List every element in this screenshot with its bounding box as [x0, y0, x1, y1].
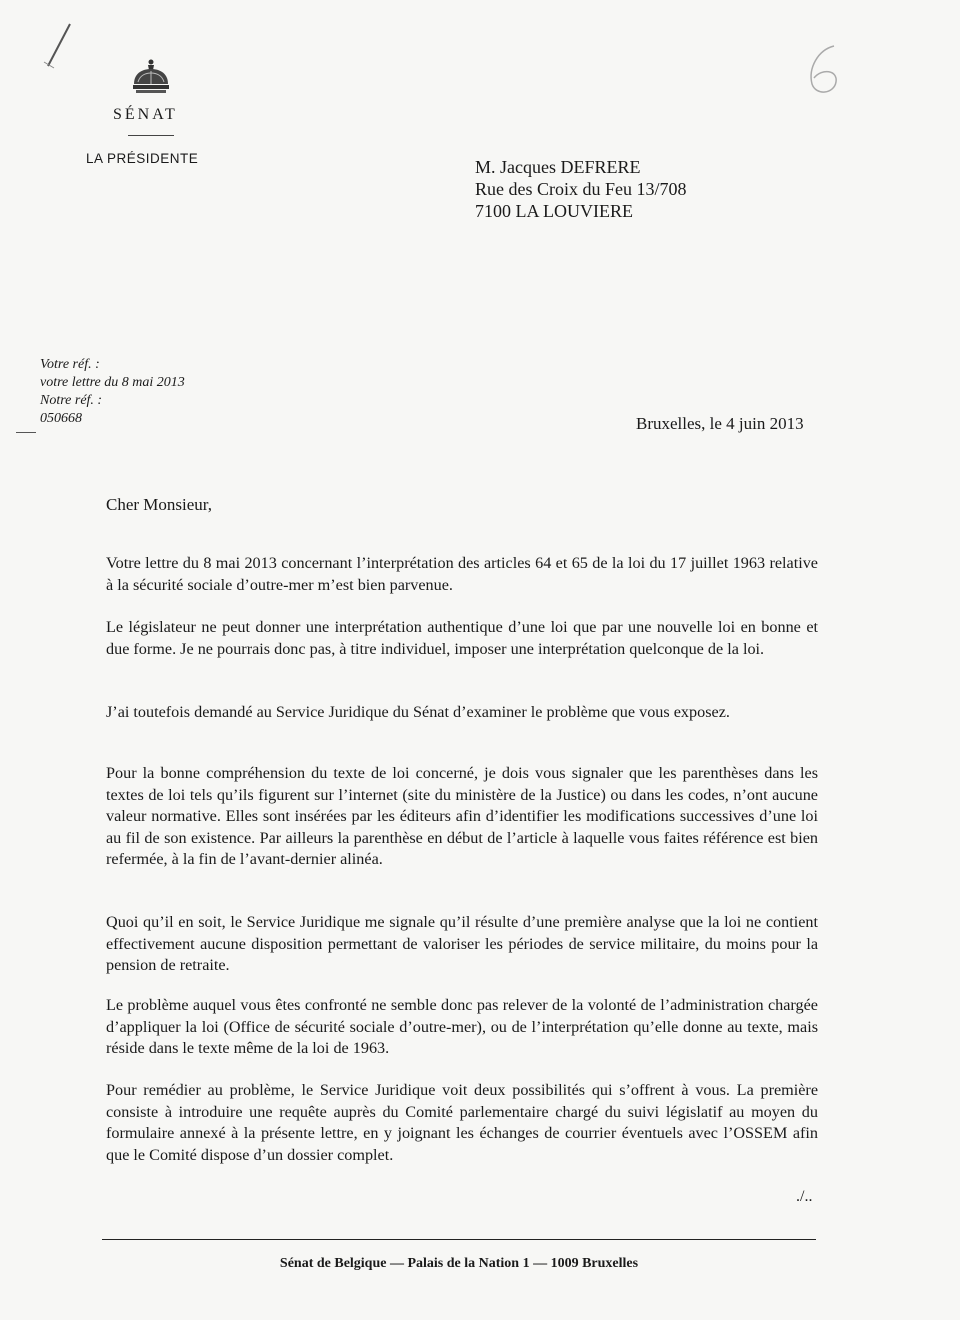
crown-logo — [128, 58, 174, 98]
body-paragraph: Quoi qu’il en soit, le Service Juridique me signale qu’il résulte d’une première analyse que la loi ne contient effectivement aucune disposition permettant de valoriser les périodes de service militaire, du moins pour la pension de retraite. — [106, 913, 818, 974]
continuation-mark: ./.. — [796, 1188, 813, 1205]
reference-block — [40, 356, 185, 428]
our-ref-label: Notre réf. : — [40, 393, 103, 408]
our-ref-value: 050668 — [40, 411, 82, 426]
footer-divider — [102, 1239, 816, 1240]
body-paragraph: Pour la bonne compréhension du texte de loi concerné, je dois vous signaler que les parenthèses dans les textes de loi tels qu’ils figurent sur l’internet (site du ministère de la Justice) ou dans les codes, n’ont aucune valeur normative. Elles sont insérées par les éditeurs afin d’identifier les modifications successives d’une loi au fil de son existence. Par ailleurs la parenthèse en début de l’article à laquelle vous faites référence est bien refermée, à la fin de l’avant-dernier alinéa. — [106, 764, 818, 868]
recipient-street: Rue des Croix du Feu 13/708 — [475, 179, 687, 199]
recipient-city: 7100 LA LOUVIERE — [475, 201, 633, 221]
footer-address: Sénat de Belgique — Palais de la Nation 1 — 1009 Bruxelles — [279, 1256, 639, 1271]
your-ref-label: Votre réf. : — [40, 357, 100, 372]
body-paragraph: J’ai toutefois demandé au Service Juridique du Sénat d’examiner le problème que vous exposez. — [106, 703, 730, 721]
recipient-address — [475, 156, 687, 222]
institution-name: SÉNAT — [113, 106, 178, 123]
reference-divider — [16, 432, 36, 433]
your-ref-value: votre lettre du 8 mai 2013 — [40, 375, 185, 390]
body-paragraph: Le problème auquel vous êtes confronté ne semble donc pas relever de la volonté de l’administration chargée d’appliquer la loi (Office de sécurité sociale d’outre-mer), ou de l’interprétation qu’elle donne au texte, mais réside dans le texte même de la loi de 1963. — [106, 996, 818, 1057]
letterhead-divider — [128, 135, 174, 136]
salutation: Cher Monsieur, — [106, 495, 213, 514]
handwritten-page-number — [800, 40, 850, 100]
office-title: LA PRÉSIDENTE — [86, 151, 199, 166]
body-paragraph: Le législateur ne peut donner une interprétation authentique d’une loi que par une nouvelle loi en bonne et due forme. Je ne pourrais donc pas, à titre individuel, imposer une interprétation quelconque de la loi. — [106, 618, 818, 658]
date-line: Bruxelles, le 4 juin 2013 — [636, 414, 804, 433]
body-paragraph: Votre lettre du 8 mai 2013 concernant l’interprétation des articles 64 et 65 de la loi du 17 juillet 1963 relative à la sécurité sociale d’outre-mer m’est bien parvenue. — [106, 554, 818, 594]
body-paragraph: Pour remédier au problème, le Service Juridique voit deux possibilités qui s’offrent à vous. La première consiste à introduire une requête auprès du Comité parlementaire chargé du suivi législatif au moyen du formulaire annexé à la présente lettre, en y joignant les échanges de courrier éventuels avec l’OSSEM afin que le Comité dispose d’un dossier complet. — [106, 1081, 818, 1164]
recipient-name: M. Jacques DEFRERE — [475, 157, 641, 177]
handwritten-slash-mark — [40, 22, 80, 72]
